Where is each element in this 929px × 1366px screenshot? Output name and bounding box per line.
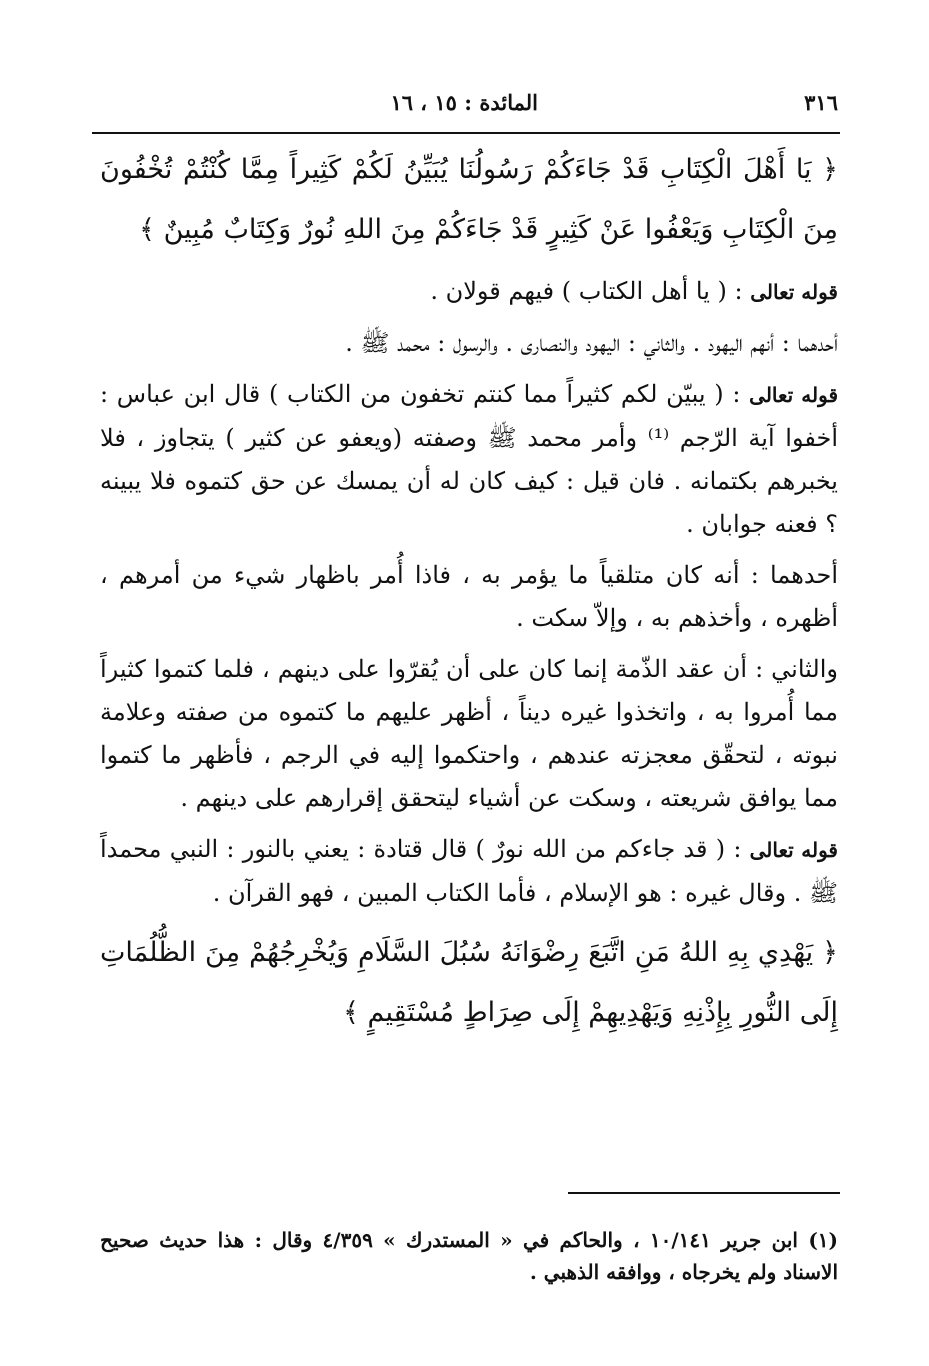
paragraph-text: : ( يا أهل الكتاب ) فيهم قولان . bbox=[430, 277, 743, 305]
footnote: (١) ابن جرير ١٠/١٤١ ، والحاكم في « المستدرك » ٤/٣٥٩ وقال : هذا حديث صحيح الاسناد ولم يخرجاه ، ووافقه الذهبي . bbox=[100, 1228, 839, 1284]
page-number: ٣١٦ bbox=[804, 90, 838, 115]
paragraph-lead: قوله تعالى bbox=[749, 383, 838, 407]
commentary-paragraph-3 bbox=[100, 373, 838, 546]
quran-verse-1: ﴿ يَا أَهْلَ الْكِتَابِ قَدْ جَاءَكُمْ رَسُولُنَا يُبَيِّنُ لَكُمْ كَثِيراً مِمَّا كُنْتُمْ تُخْفُونَ مِنَ الْكِتَابِ وَيَعْفُوا عَنْ كَثِيرٍ قَدْ جَاءَكُمْ مِنَ اللهِ نُورٌ وَكِتَابٌ مُبِينٌ ﴾ bbox=[100, 154, 838, 245]
commentary-paragraph-4: أحدهما : أنه كان متلقياً ما يؤمر به ، فاذا أُمر باظهار شيء من أمرهم ، أظهره ، وأخذهم به ، وإلاّ سكت . bbox=[100, 561, 838, 632]
header-rule bbox=[92, 132, 840, 134]
body-text bbox=[100, 140, 838, 1053]
page-header bbox=[96, 86, 838, 126]
commentary-paragraph-6 bbox=[100, 828, 838, 915]
commentary-paragraph-1 bbox=[100, 270, 838, 314]
paragraph-text: : ( قد جاءكم من الله نورٌ ) قال قتادة : يعني بالنور : النبي محمداً ﷺ . وقال غيره : هو الإسلام ، فأما الكتاب المبين ، فهو القرآن . bbox=[100, 835, 838, 907]
footnote-rule bbox=[568, 1192, 840, 1194]
quran-verse-2: ﴿ يَهْدِي بِهِ اللهُ مَنِ اتَّبَعَ رِضْوَانَهُ سُبُلَ السَّلَامِ وَيُخْرِجُهُمْ مِنَ الظُّلُمَاتِ إِلَى النُّورِ بِإِذْنِهِ وَيَهْدِيهِمْ إِلَى صِرَاطٍ مُسْتَقِيمٍ ﴾ bbox=[100, 937, 838, 1028]
paragraph-lead: قوله تعالى bbox=[750, 280, 838, 304]
commentary-paragraph-2: أحدهما : أنهم اليهود . والثاني : اليهود والنصارى . والرسول : محمد ﷺ . bbox=[345, 329, 838, 357]
paragraph-lead: قوله تعالى bbox=[749, 838, 838, 862]
commentary-paragraph-5: والثاني : أن عقد الذّمة إنما كان على أن يُقرّوا على دينهم ، فلما كتموا كثيراً مما أُمروا به ، واتخذوا غيره ديناً ، أظهر عليهم ما كتموه من صفته وعلامة نبوته ، لتحقّق معجزته عندهم ، واحتكموا إليه في الرجم ، فأظهر ما كتموا مما يوافق شريعته ، وسكت عن أشياء ليتحقق إقرارهم على دينهم . bbox=[100, 655, 839, 812]
running-head: المائدة : ١٥ ، ١٦ bbox=[390, 90, 538, 115]
paragraph-text: : ( يبيّن لكم كثيراً مما كنتم تخفون من الكتاب ) قال ابن عباس : أخفوا آية الرّجم ⁽¹⁾ وأمر محمد ﷺ وصفته (ويعفو عن كثير ) يتجاوز ، فلا يخبرهم بكتمانه . فان قيل : كيف كان له أن يمسك عن حق كتموه فلا يبينه ؟ فعنه جوابان . bbox=[100, 380, 838, 538]
